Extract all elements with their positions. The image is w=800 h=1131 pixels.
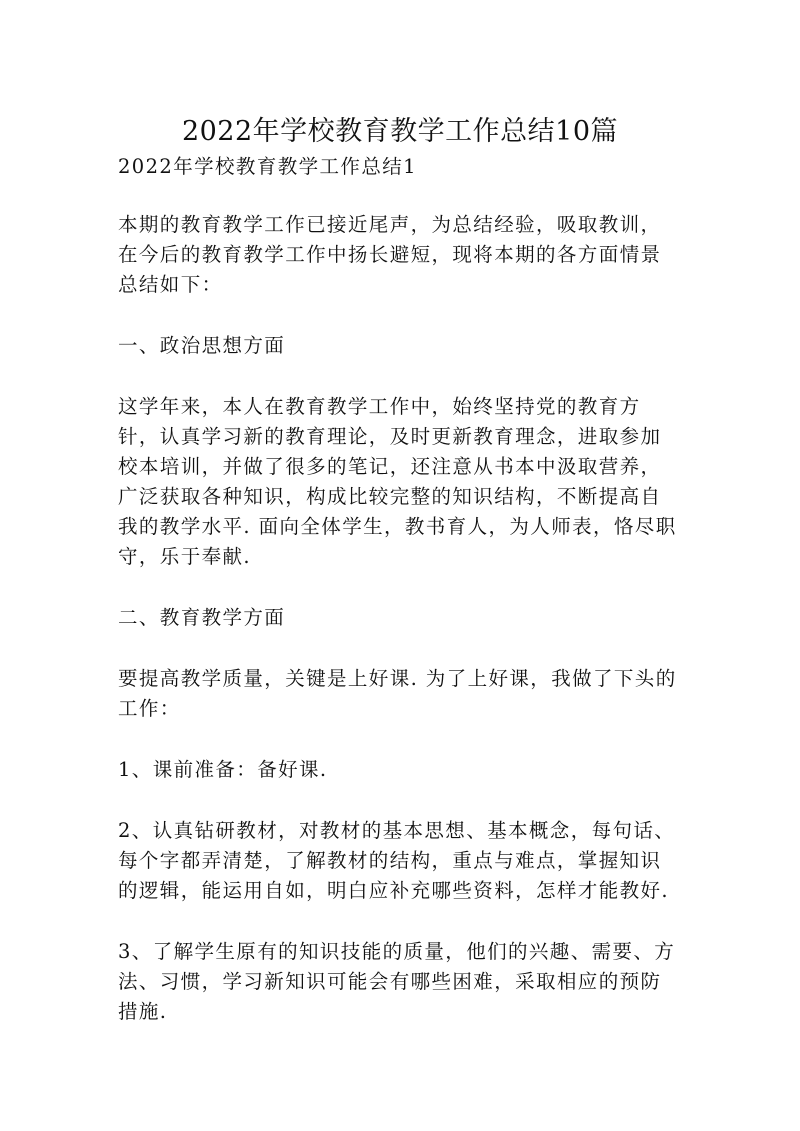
list-item-3: 3、了解学生原有的知识技能的质量，他们的兴趣、需要、方法、习惯，学习新知识可能会有哪些困难，采取相应的预防措施. (118, 940, 676, 1023)
list-item-1: 1、课前准备：备好课. (118, 758, 328, 781)
document-title: 2022年学校教育教学工作总结10篇 (181, 116, 619, 147)
paragraph-political-thought: 这学年来，本人在教育教学工作中，始终坚持党的教育方针，认真学习新的教育理论，及时更新教育理念，进取参加校本培训，并做了很多的笔记，还注意从书本中汲取营养，广泛获取各种知识，构成比较完整的知识结构，不断提高自我的教学水平. 面向全体学生，教书育人，为人师表，恪尽职守，乐于奉献. (118, 395, 677, 568)
heading-education-teaching: 二、教育教学方面 (118, 606, 286, 629)
document-body (118, 152, 678, 1058)
paragraph-teaching-quality: 要提高教学质量，关键是上好课. 为了上好课，我做了下头的工作： (118, 667, 677, 720)
section-subtitle: 2022年学校教育教学工作总结1 (118, 155, 417, 178)
paragraph-intro: 本期的教育教学工作已接近尾声，为总结经验，吸取教训，在今后的教育教学工作中扬长避短，现将本期的各方面情景总结如下： (118, 213, 662, 296)
list-item-2: 2、认真钻研教材，对教材的基本思想、基本概念，每句话、每个字都弄清楚，了解教材的结构，重点与难点，掌握知识的逻辑，能运用自如，明白应补充哪些资料，怎样才能教好. (118, 819, 676, 902)
heading-political-thought: 一、政治思想方面 (118, 334, 286, 357)
